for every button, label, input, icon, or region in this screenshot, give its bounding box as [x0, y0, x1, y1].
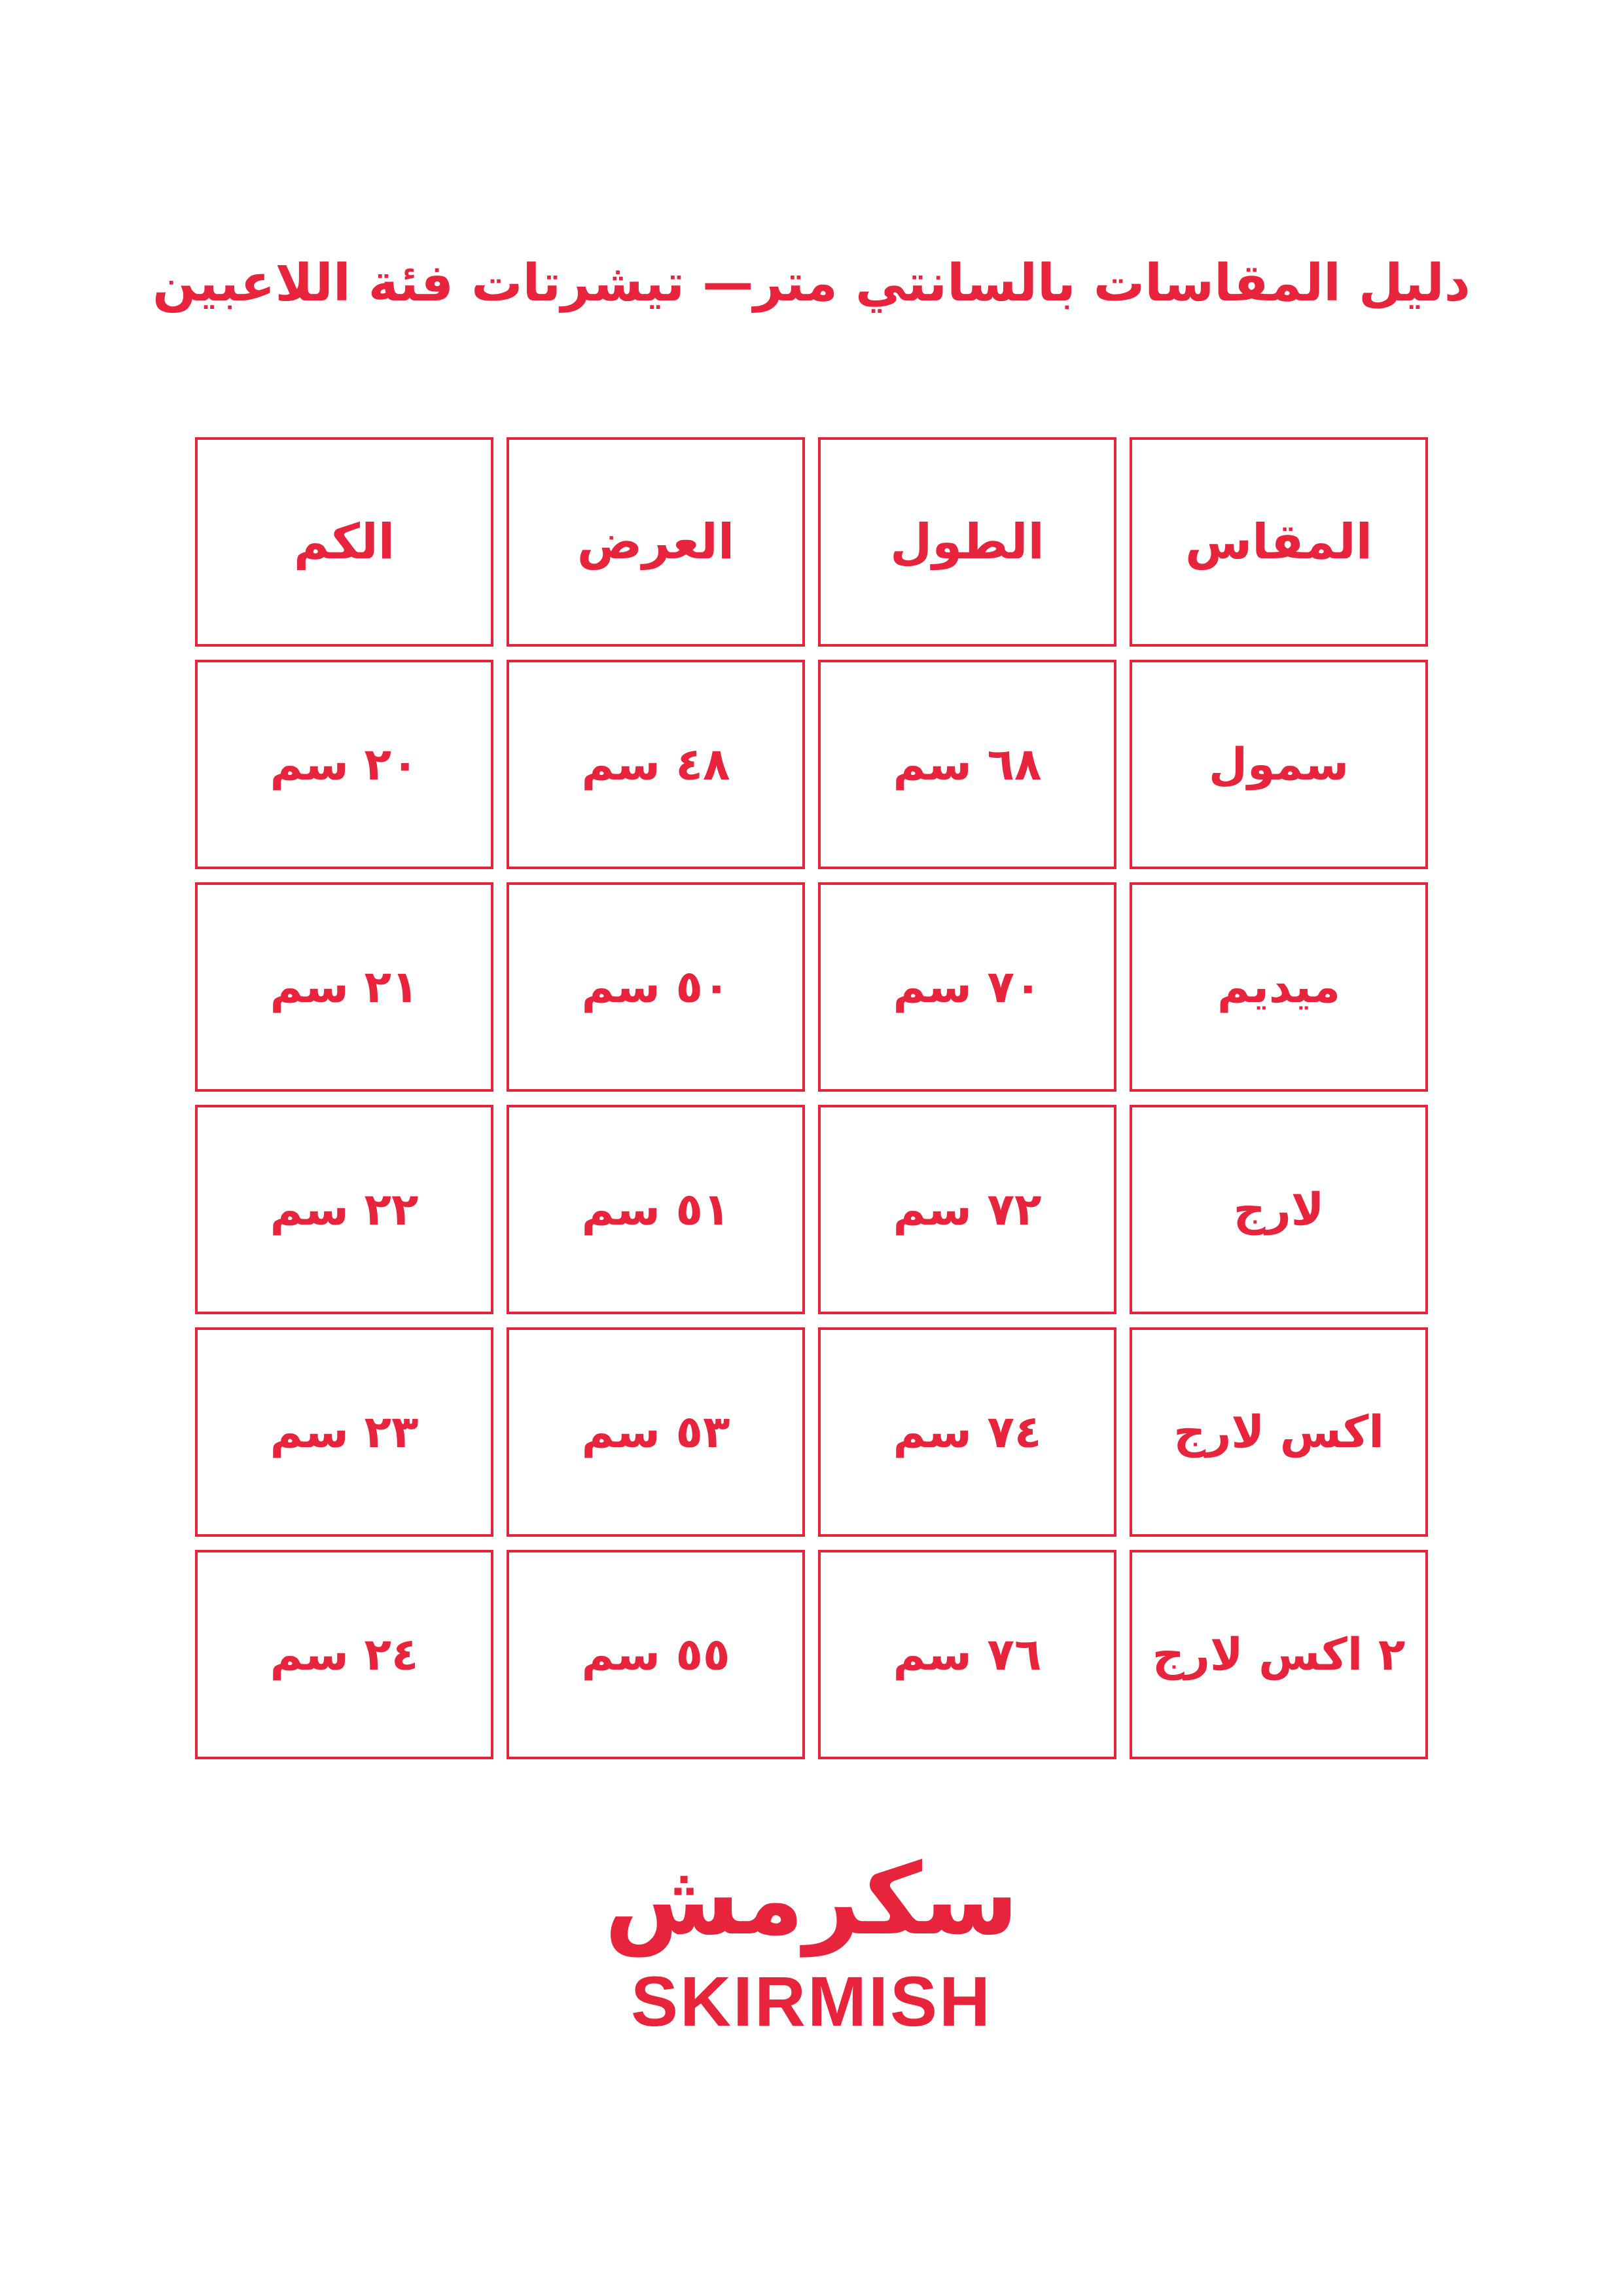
table-cell-sleeve: ٢٢ سم	[195, 1105, 493, 1314]
header-sleeve: الكم	[195, 437, 493, 647]
table-cell-width: ٤٨ سم	[507, 660, 805, 869]
page-title: دليل المقاسات بالسانتي متر— تيشرتات فئة اللاعبين	[152, 254, 1471, 313]
table-cell-sleeve: ٢٤ سم	[195, 1550, 493, 1759]
table-cell-sleeve: ٢٠ سم	[195, 660, 493, 869]
table-cell-width: ٥٣ سم	[507, 1327, 805, 1537]
table-cell-length: ٧٤ سم	[818, 1327, 1116, 1537]
table-cell-length: ٧٦ سم	[818, 1550, 1116, 1759]
table-cell-sleeve: ٢١ سم	[195, 882, 493, 1092]
table-cell-size: اكس لارج	[1130, 1327, 1428, 1537]
table-cell-width: ٥٠ سم	[507, 882, 805, 1092]
table-cell-size: ٢ اكس لارج	[1130, 1550, 1428, 1759]
table-cell-length: ٦٨ سم	[818, 660, 1116, 869]
table-cell-size: ميديم	[1130, 882, 1428, 1092]
header-size: المقاس	[1130, 437, 1428, 647]
header-length: الطول	[818, 437, 1116, 647]
table-cell-width: ٥١ سم	[507, 1105, 805, 1314]
table-cell-sleeve: ٢٣ سم	[195, 1327, 493, 1537]
brand-logo-english: SKIRMISH	[630, 1962, 993, 2041]
table-cell-size: لارج	[1130, 1105, 1428, 1314]
header-width: العرض	[507, 437, 805, 647]
table-cell-size: سمول	[1130, 660, 1428, 869]
table-cell-length: ٧٠ سم	[818, 882, 1116, 1092]
table-cell-length: ٧٢ سم	[818, 1105, 1116, 1314]
brand-logo-arabic: سكرمش	[604, 1843, 1019, 1957]
brand-logo	[0, 1838, 1623, 2041]
table-cell-width: ٥٥ سم	[507, 1550, 805, 1759]
